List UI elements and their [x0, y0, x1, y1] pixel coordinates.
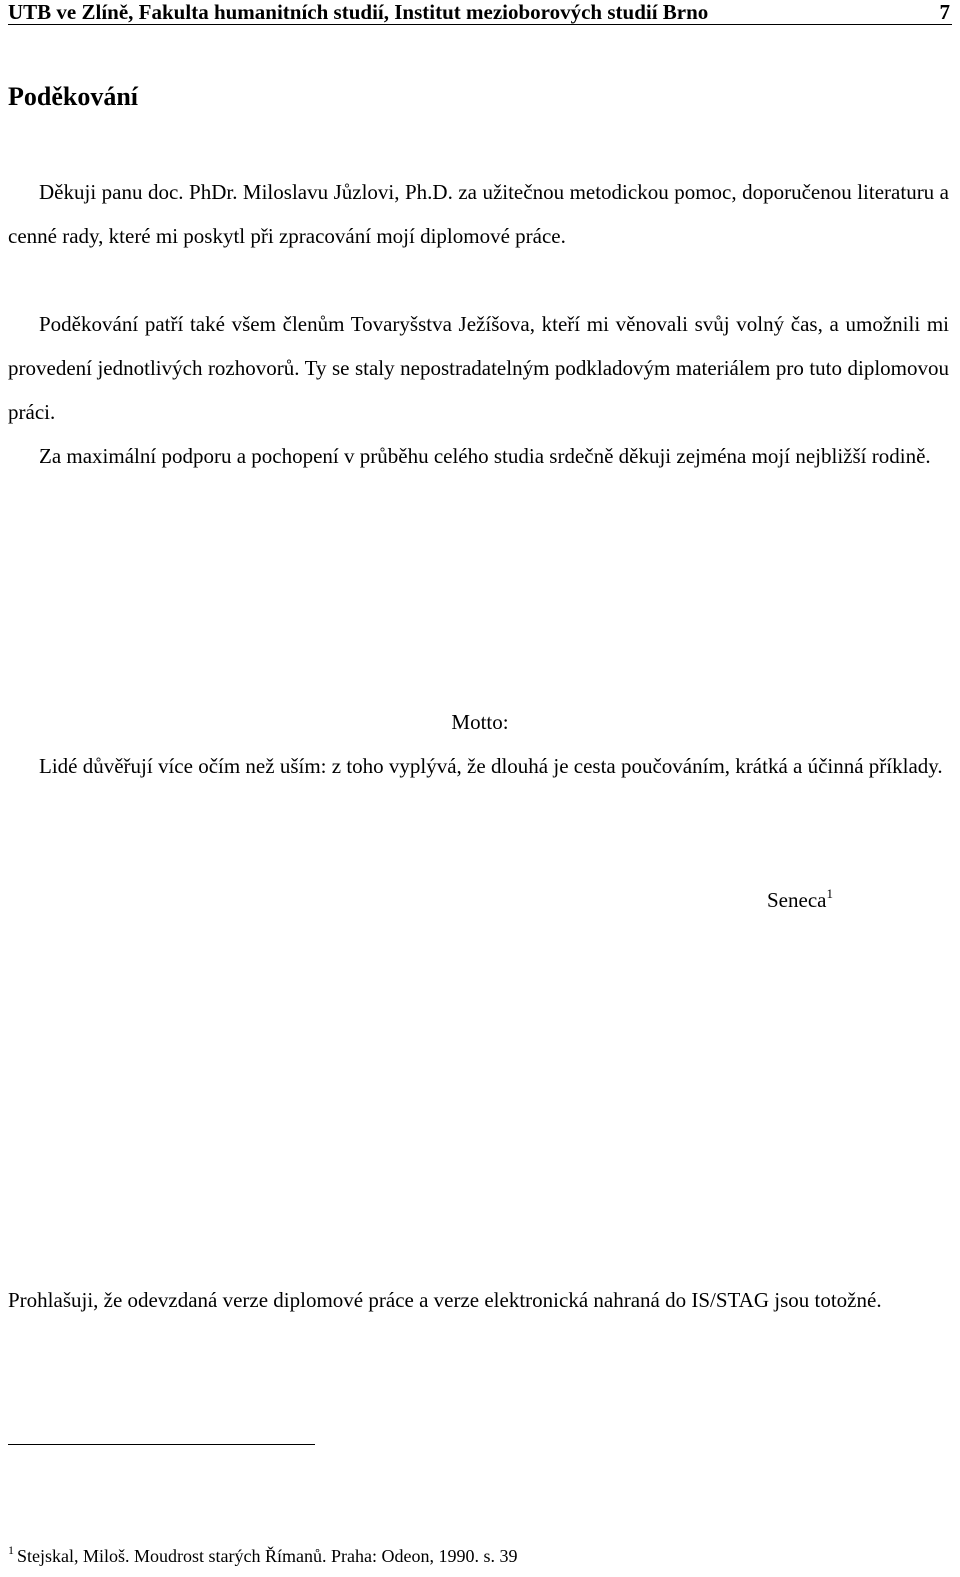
footnote-divider — [8, 1444, 315, 1445]
motto-text: Lidé důvěřují více očím než uším: z toho vyplývá, že dlouhá je cesta poučováním, krátká a účinná příklady. — [39, 754, 943, 778]
page-header — [8, 0, 952, 25]
page-number: 7 — [939, 0, 950, 24]
footnote-number: 1 — [8, 1543, 14, 1557]
header-title: UTB ve Zlíně, Fakulta humanitních studií, Institut mezioborových studií Brno — [8, 0, 709, 24]
footnote-reference: 1 — [826, 886, 833, 901]
motto-label: Motto: — [451, 710, 509, 734]
footnote — [8, 1542, 517, 1570]
acknowledgement-paragraph-2: Poděkování patří také všem členům Tovaryšstva Ježíšova, kteří mi věnovali svůj volný čas, a umožnili mi provedení jednotlivých rozhovorů. Ty se staly nepostradatelným podkladovým materiálem pro tuto diplomovou práci. — [8, 312, 949, 424]
footnote-text: Stejskal, Miloš. Moudrost starých Římanů. Praha: Odeon, 1990. s. 39 — [17, 1546, 518, 1566]
motto-author-name: Seneca — [767, 888, 827, 912]
motto-author — [767, 878, 833, 922]
page-heading: Poděkování — [8, 82, 139, 111]
acknowledgement-paragraph-3: Za maximální podporu a pochopení v průběhu celého studia srdečně děkuji zejména mojí nejbližší rodině. — [39, 444, 931, 468]
acknowledgement-paragraph-1: Děkuji panu doc. PhDr. Miloslavu Jůzlovi, Ph.D. za užitečnou metodickou pomoc, doporučenou literaturu a cenné rady, které mi poskytl při zpracování mojí diplomové práce. — [8, 180, 949, 248]
declaration: Prohlašuji, že odevzdaná verze diplomové práce a verze elektronická nahraná do IS/STAG jsou totožné. — [8, 1288, 882, 1312]
